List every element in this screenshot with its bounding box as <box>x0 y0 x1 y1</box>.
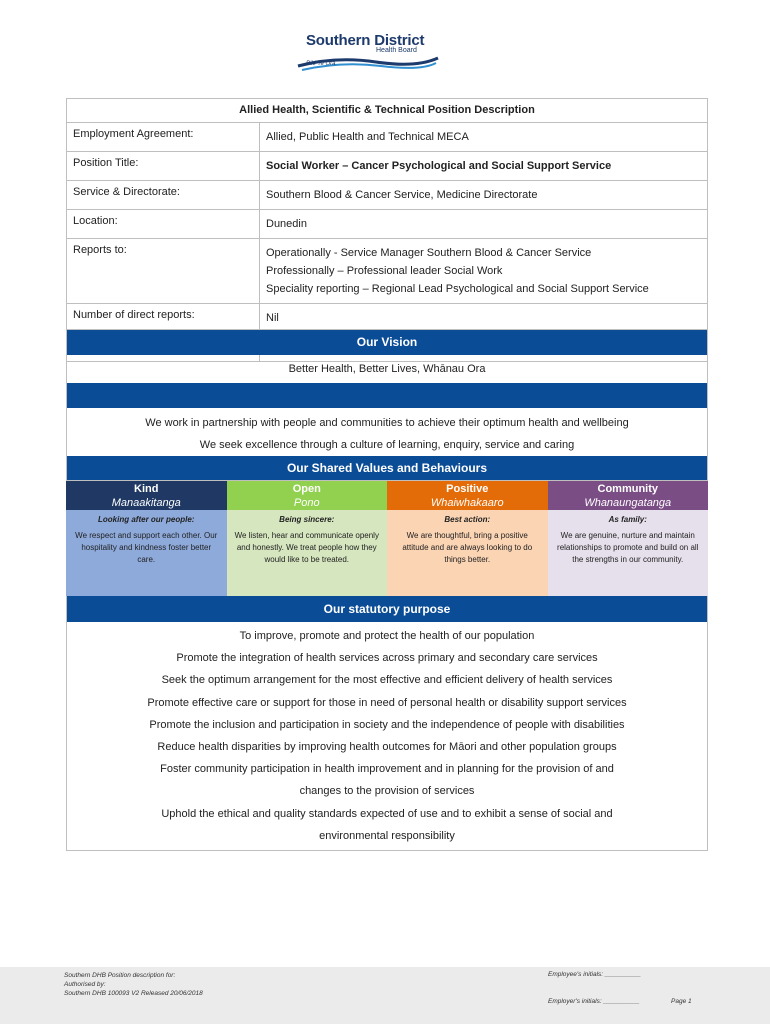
value-name: Open <box>292 483 321 495</box>
position-value-line: Speciality reporting – Regional Lead Psychological and Social Support Service <box>266 283 649 295</box>
value-body <box>227 510 388 596</box>
position-value-line: Professionally – Professional leader Social Work <box>266 265 503 277</box>
mission-bar <box>67 383 707 408</box>
statutory-line: changes to the provision of services <box>299 785 475 798</box>
position-value <box>260 239 707 303</box>
value-card <box>227 481 388 596</box>
value-header <box>66 481 227 510</box>
page-number: Page 1 <box>671 998 692 1005</box>
position-row <box>67 152 707 181</box>
position-value-line: Operationally - Service Manager Southern Blood & Cancer Service <box>266 247 592 259</box>
logo-name: Southern District <box>306 32 425 49</box>
logo-tagline: Piki Te Ora <box>306 61 336 67</box>
values-grid <box>66 481 708 596</box>
footer <box>0 967 770 1024</box>
value-name: Kind <box>134 483 159 495</box>
position-value <box>260 181 707 209</box>
statutory-line: Uphold the ethical and quality standards expected of use and to exhibit a sense of social and <box>161 807 613 820</box>
footer-desc: Southern DHB Position description for: <box>64 972 176 979</box>
position-label: Position Title: <box>67 152 260 180</box>
value-name: Community <box>597 483 658 495</box>
statutory-line: Seek the optimum arrangement for the most effective and efficient delivery of health services <box>161 674 613 687</box>
position-row <box>67 210 707 239</box>
mission-line: We seek excellence through a culture of learning, enquiry, service and caring <box>199 439 575 451</box>
logo-subtitle: Health Board <box>376 47 417 54</box>
value-card <box>548 481 709 596</box>
value-card <box>387 481 548 596</box>
value-maori-name: Manaakitanga <box>111 497 181 509</box>
value-header <box>548 481 709 510</box>
position-value-line: Southern Blood & Cancer Service, Medicine Directorate <box>266 189 538 201</box>
footer-authorised: Authorised by: <box>64 981 106 988</box>
value-header <box>227 481 388 510</box>
statutory-line: Foster community participation in health improvement and in planning for the provision of and <box>160 763 614 776</box>
position-value <box>260 152 707 180</box>
footer-doc-id: Southern DHB 100093 V2 Released 20/06/2018 <box>64 990 203 997</box>
statutory-line: environmental responsibility <box>319 829 455 842</box>
value-body <box>387 510 548 596</box>
value-maori-name: Whanaungatanga <box>584 497 672 509</box>
value-description: We are genuine, nurture and maintain relationships to promote and build on all the strengths in our community. <box>557 531 699 564</box>
vision-text: Better Health, Better Lives, Whānau Ora <box>288 363 486 375</box>
value-body <box>548 510 709 596</box>
position-table-title: Allied Health, Scientific & Technical Position Description <box>67 99 707 123</box>
position-value-line: Dunedin <box>266 218 307 230</box>
value-title: Being sincere: <box>279 515 335 524</box>
vision-heading: Our Vision <box>67 330 707 355</box>
position-label: Employment Agreement: <box>67 123 260 151</box>
position-label: Reports to: <box>67 239 260 303</box>
value-maori-name: Pono <box>293 497 320 509</box>
value-card <box>66 481 227 596</box>
value-description: We are thoughtful, bring a positive attitude and are always looking to do things better. <box>402 531 533 564</box>
statutory-line: Reduce health disparities by improving health outcomes for Māori and other population groups <box>157 741 617 754</box>
value-maori-name: Whaiwhakaaro <box>430 497 504 509</box>
value-title: Best action: <box>444 515 491 524</box>
position-value <box>260 123 707 151</box>
mission-text <box>67 408 707 456</box>
statutory-line: Promote effective care or support for those in need of personal health or disability support services <box>147 696 627 709</box>
statutory-heading: Our statutory purpose <box>67 596 707 622</box>
statutory-line: Promote the inclusion and participation in society and the independence of people with disabilities <box>149 718 625 731</box>
value-description: We respect and support each other. Our hospitality and kindness foster better care. <box>75 531 218 564</box>
value-name: Positive <box>446 483 489 495</box>
value-header <box>387 481 548 510</box>
position-row <box>67 181 707 210</box>
position-value <box>260 304 707 332</box>
position-row <box>67 123 707 152</box>
value-title: As family: <box>608 515 647 524</box>
position-label: Location: <box>67 210 260 238</box>
employee-initials: Employee's initials: __________ <box>548 971 642 978</box>
position-value-line: Nil <box>266 312 279 324</box>
employer-initials: Employer's initials: __________ <box>548 998 640 1005</box>
position-row <box>67 239 707 304</box>
position-value-line: Allied, Public Health and Technical MECA <box>266 131 469 143</box>
value-title: Looking after our people: <box>98 515 195 524</box>
position-table <box>66 98 708 362</box>
value-description: We listen, hear and communicate openly and honestly. We treat people how they would like to be treated. <box>234 531 379 564</box>
statutory-section <box>66 596 708 851</box>
position-value-line: Social Worker – Cancer Psychological and Social Support Service <box>266 160 612 172</box>
position-label: Number of direct reports: <box>67 304 260 332</box>
value-body <box>66 510 227 596</box>
statutory-line: Promote the integration of health services across primary and secondary care services <box>176 652 598 665</box>
mission-line: We work in partnership with people and communities to achieve their optimum health and wellbeing <box>145 417 629 429</box>
position-label: Service & Directorate: <box>67 181 260 209</box>
statutory-line: To improve, promote and protect the health of our population <box>239 630 535 642</box>
logo <box>296 30 441 74</box>
vision-section <box>66 329 708 481</box>
position-value <box>260 210 707 238</box>
values-heading: Our Shared Values and Behaviours <box>67 456 707 480</box>
